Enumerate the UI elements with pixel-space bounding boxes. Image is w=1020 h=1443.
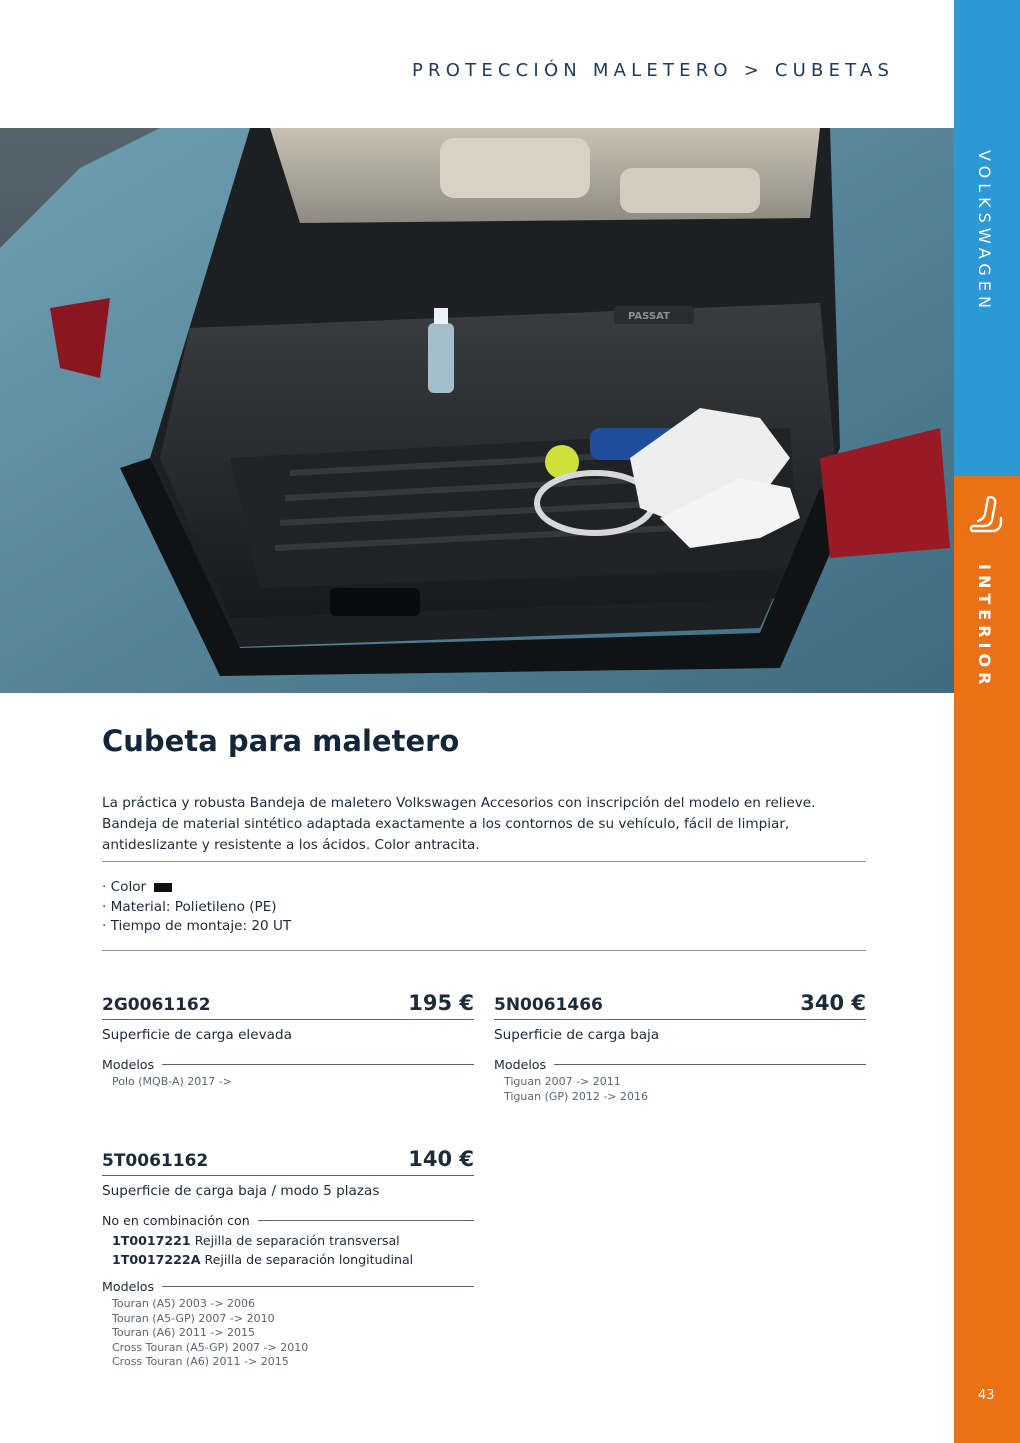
product-header bbox=[102, 1146, 474, 1176]
section-tab-label: INTERIOR bbox=[975, 564, 994, 690]
part-number: 5N0061466 bbox=[494, 995, 603, 1015]
product-block-5N0061466 bbox=[494, 990, 866, 1104]
product-variant: Superficie de carga baja / modo 5 plazas bbox=[102, 1183, 380, 1199]
combo-item: 1T0017222A Rejilla de separación longitudinal bbox=[112, 1252, 414, 1267]
combo-label: No en combinación con bbox=[102, 1213, 474, 1228]
product-header bbox=[494, 990, 866, 1020]
combo-item: 1T0017221 Rejilla de separación transversal bbox=[112, 1233, 400, 1248]
model-item: Touran (A5-GP) 2007 -> 2010 bbox=[112, 1311, 275, 1325]
part-number: 2G0061162 bbox=[102, 995, 211, 1015]
models-label: Modelos bbox=[102, 1279, 474, 1294]
price: 195 € bbox=[408, 991, 474, 1015]
car-seat-icon bbox=[968, 494, 1004, 540]
brand-tab-label: VOLKSWAGEN bbox=[975, 150, 994, 313]
description-line: La práctica y robusta Bandeja de maletero Volkswagen Accesorios con inscripción del modelo en relieve. bbox=[102, 795, 816, 811]
spec-list bbox=[102, 878, 291, 937]
model-item: Tiguan 2007 -> 2011 bbox=[504, 1075, 621, 1088]
trunk-tray-illustration bbox=[0, 128, 954, 693]
models-label: Modelos bbox=[102, 1057, 474, 1072]
model-list bbox=[504, 1075, 866, 1104]
description-line: Bandeja de material sintético adaptada exactamente a los contornos de su vehículo, fácil de limpiar, antideslizante y resistente a los ácidos. Color antracita. bbox=[102, 816, 790, 853]
model-item: Touran (A6) 2011 -> 2015 bbox=[112, 1326, 256, 1339]
product-block-2G0061162 bbox=[102, 990, 474, 1090]
model-item: Polo (MQB-A) 2017 -> bbox=[112, 1075, 232, 1088]
divider bbox=[102, 950, 866, 951]
price: 140 € bbox=[408, 1147, 474, 1171]
models-label: Modelos bbox=[494, 1057, 866, 1072]
product-variant: Superficie de carga elevada bbox=[102, 1027, 292, 1043]
spec-material: · Material: Polietileno (PE) bbox=[102, 898, 277, 915]
model-item: Cross Touran (A6) 2011 -> 2015 bbox=[112, 1355, 289, 1368]
model-list bbox=[112, 1075, 474, 1090]
combo-list bbox=[112, 1231, 474, 1269]
product-photo bbox=[0, 128, 954, 693]
product-title: Cubeta para maletero bbox=[102, 724, 460, 758]
page-number: 43 bbox=[978, 1388, 995, 1403]
color-swatch bbox=[154, 883, 172, 892]
model-item: Touran (A5) 2003 -> 2006 bbox=[112, 1297, 256, 1310]
product-header bbox=[102, 990, 474, 1020]
model-list bbox=[112, 1297, 474, 1370]
divider bbox=[102, 861, 866, 862]
spec-color: · Color bbox=[102, 878, 291, 898]
price: 340 € bbox=[800, 991, 866, 1015]
breadcrumb: PROTECCIÓN MALETERO > CUBETAS bbox=[412, 60, 895, 81]
product-description bbox=[102, 793, 882, 856]
part-number: 5T0061162 bbox=[102, 1151, 209, 1171]
product-variant: Superficie de carga baja bbox=[494, 1027, 660, 1043]
product-block-5T0061162 bbox=[102, 1146, 474, 1370]
passat-badge: PASSAT bbox=[628, 311, 670, 322]
model-item: Cross Touran (A5-GP) 2007 -> 2010 bbox=[112, 1340, 309, 1354]
model-item: Tiguan (GP) 2012 -> 2016 bbox=[504, 1089, 649, 1103]
spec-mounting-time: · Tiempo de montaje: 20 UT bbox=[102, 918, 292, 934]
